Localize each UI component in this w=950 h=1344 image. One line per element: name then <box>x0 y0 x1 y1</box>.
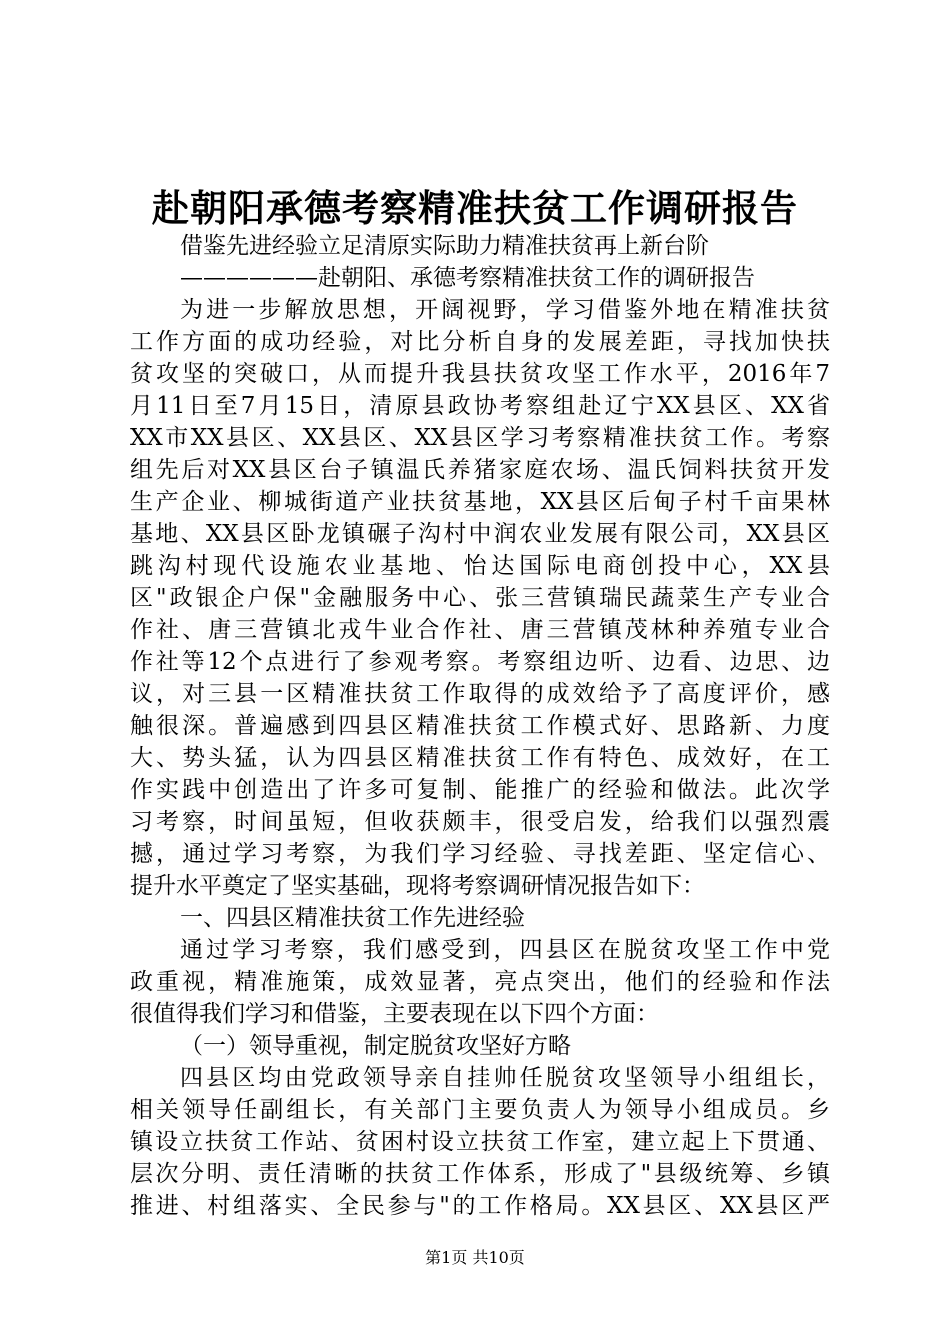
section-heading: 一、四县区精准扶贫工作先进经验 <box>180 905 525 931</box>
paragraph-line: 贫攻坚的突破口，从而提升我县扶贫攻坚工作水平，2016年7 <box>130 361 830 387</box>
paragraph-line: 组先后对XX县区台子镇温氏养猪家庭农场、温氏饲料扶贫开发 <box>130 457 830 483</box>
paragraph-line: 区"政银企户保"金融服务中心、张三营镇瑞民蔬菜生产专业合 <box>130 585 830 611</box>
page-footer: 第1页 共10页 <box>425 1248 525 1267</box>
paragraph-line: 作社等12个点进行了参观考察。考察组边听、边看、边思、边 <box>130 649 830 675</box>
document-title: 赴朝阳承德考察精准扶贫工作调研报告 <box>152 187 798 230</box>
paragraph-line: 工作方面的成功经验，对比分析自身的发展差距，寻找加快扶 <box>130 329 830 355</box>
paragraph-line: 作实践中创造出了许多可复制、能推广的经验和做法。此次学 <box>130 777 830 803</box>
paragraph-line: 生产企业、柳城街道产业扶贫基地，XX县区后甸子村千亩果林 <box>130 489 830 515</box>
paragraph-line: 大、势头猛，认为四县区精准扶贫工作有特色、成效好，在工 <box>130 745 830 771</box>
paragraph-line: 镇设立扶贫工作站、贫困村设立扶贫工作室，建立起上下贯通、 <box>130 1129 830 1155</box>
paragraph-line: 跳沟村现代设施农业基地、怡达国际电商创投中心，XX县 <box>130 553 830 579</box>
subsection-heading: （一）领导重视，制定脱贫攻坚好方略 <box>180 1033 571 1059</box>
paragraph-line: 作社、唐三营镇北戎牛业合作社、唐三营镇茂林种养殖专业合 <box>130 617 830 643</box>
paragraph-line: 推进、村组落实、全民参与"的工作格局。XX县区、XX县区严 <box>130 1193 830 1219</box>
document-body <box>130 230 830 1222</box>
paragraph-line: 很值得我们学习和借鉴，主要表现在以下四个方面： <box>130 1001 659 1027</box>
paragraph-line: 提升水平奠定了坚实基础，现将考察调研情况报告如下： <box>130 873 705 899</box>
subtitle-line: 借鉴先进经验立足清原实际助力精准扶贫再上新台阶 <box>180 233 709 259</box>
subtitle-line: ——————赴朝阳、承德考察精准扶贫工作的调研报告 <box>180 265 755 291</box>
paragraph-line: 触很深。普遍感到四县区精准扶贫工作模式好、思路新、力度 <box>130 713 830 739</box>
paragraph-line: 习考察，时间虽短，但收获颇丰，很受启发，给我们以强烈震 <box>130 809 830 835</box>
paragraph-line: 政重视，精准施策，成效显著，亮点突出，他们的经验和作法 <box>130 969 830 995</box>
paragraph-line: 基地、XX县区卧龙镇碾子沟村中润农业发展有限公司，XX县区 <box>130 521 830 547</box>
paragraph-line: 层次分明、责任清晰的扶贫工作体系，形成了"县级统筹、乡镇 <box>130 1161 830 1187</box>
paragraph-line: 议，对三县一区精准扶贫工作取得的成效给予了高度评价，感 <box>130 681 830 707</box>
paragraph-line: 通过学习考察，我们感受到，四县区在脱贫攻坚工作中党 <box>180 937 830 963</box>
paragraph-line: XX市XX县区、XX县区、XX县区学习考察精准扶贫工作。考察 <box>130 425 830 451</box>
paragraph-line: 为进一步解放思想，开阔视野，学习借鉴外地在精准扶贫 <box>180 297 830 323</box>
paragraph-line: 四县区均由党政领导亲自挂帅任脱贫攻坚领导小组组长， <box>180 1065 830 1091</box>
paragraph-line: 撼，通过学习考察，为我们学习经验、寻找差距、坚定信心、 <box>130 841 830 867</box>
paragraph-line: 月11日至7月15日，清原县政协考察组赴辽宁XX县区、XX省 <box>130 393 830 419</box>
paragraph-line: 相关领导任副组长，有关部门主要负责人为领导小组成员。乡 <box>130 1097 830 1123</box>
